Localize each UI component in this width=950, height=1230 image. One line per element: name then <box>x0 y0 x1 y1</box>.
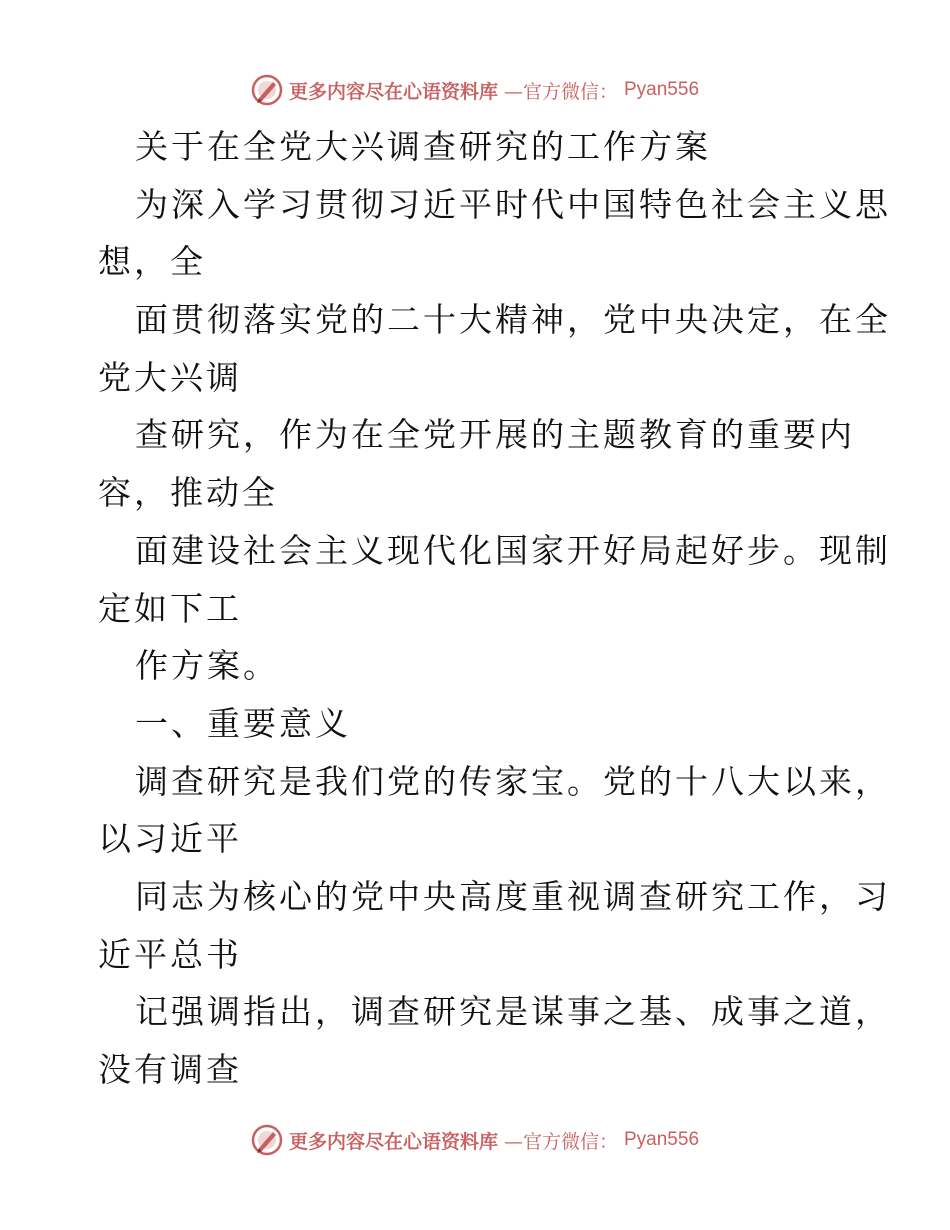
footer-watermark <box>0 1120 950 1160</box>
text-line: 关于在全党大兴调查研究的工作方案 <box>135 127 711 166</box>
watermark-wechat-id: Pyan556 <box>624 79 700 100</box>
text-line: 面贯彻落实党的二十大精神，党中央决定，在全 <box>135 300 891 340</box>
watermark-wechat-id: Pyan556 <box>624 1129 700 1150</box>
text-line: 记强调指出，调查研究是谋事之基、成事之道， <box>135 992 891 1032</box>
text-line: 面建设社会主义现代化国家开好局起好步。现制 <box>135 530 891 570</box>
watermark-separator: —官方微信： <box>503 80 618 103</box>
watermark-text: 更多内容尽在心语资料库 <box>288 80 498 103</box>
header-watermark <box>0 70 950 110</box>
pen-logo-icon <box>251 74 283 106</box>
text-line: 一、重要意义 <box>135 703 351 743</box>
watermark-text: 更多内容尽在心语资料库 <box>288 1130 498 1153</box>
pen-logo-icon <box>251 1124 283 1156</box>
text-line: 查研究，作为在全党开展的主题教育的重要内 <box>135 415 855 455</box>
watermark-separator: —官方微信： <box>503 1130 618 1153</box>
text-line: 为深入学习贯彻习近平时代中国特色社会主义思 <box>135 184 891 224</box>
text-line: 同志为核心的党中央高度重视调查研究工作，习 <box>135 876 891 916</box>
text-line: 没有调查 <box>98 1050 242 1089</box>
text-line: 想，全 <box>98 242 206 282</box>
text-line: 作方案。 <box>135 646 279 686</box>
text-line: 近平总书 <box>98 934 242 974</box>
text-line: 调查研究是我们党的传家宝。党的十八大以来， <box>135 761 891 801</box>
text-line: 容，推动全 <box>98 473 278 513</box>
text-line: 以习近平 <box>98 819 242 859</box>
text-line: 党大兴调 <box>98 357 242 397</box>
text-line: 定如下工 <box>98 588 242 628</box>
document-body <box>98 118 891 1099</box>
